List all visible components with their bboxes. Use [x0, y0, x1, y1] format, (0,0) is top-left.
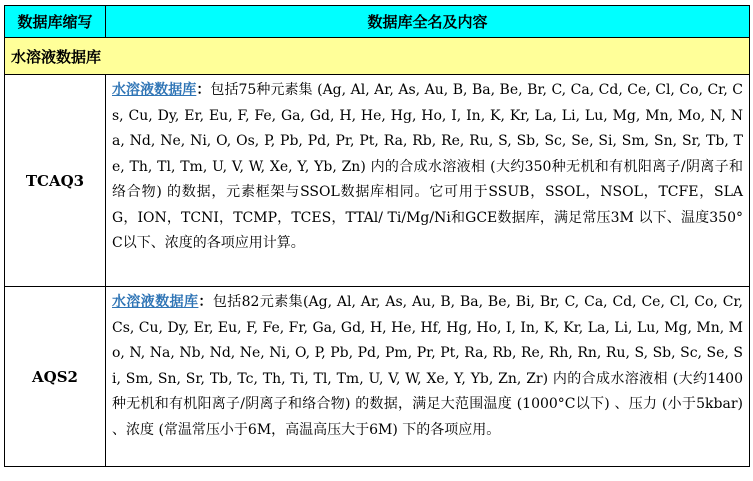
database-table-container: [4, 5, 749, 467]
row-description: [106, 75, 750, 287]
table-row: [5, 75, 750, 287]
row-text: 包括82元素集(Ag, Al, Ar, As, Au, B, Ba, Be, Bi, Br, C, Ca, Cd, Ce, Cl, Co, Cr, Cs, Cu, Dy, Er, Eu, F, Fe, Fr, Ga, Gd, H, He, Hf, Hg, Ho, I, In, K, Kr, La, Li, Lu, Mg, Mn, Mo, N, Na, Nb, Nd, Ne, Ni, O, P, Pb, Pd, Pm, Pr, Pt, Ra, Rb, Re, Rh, Rn, Ru, S, Sb, Sc, Se, Si, Sm, Sn, Sr, Tb, Tc, Th, Ti, Tl, Tm, U, V, W, Xe, Y, Yb, Zn, Zr) 内的合成水溶液相 (大约1400种无机和有机阳离子/阴离子和络合物) 的数据，满足大范围温度 (1000°C以下) 、压力 (小于5kbar) 、浓度 (常温常压小于6M，高温高压大于6M) 下的各项应用。: [112, 294, 744, 438]
row-abbr: AQS2: [5, 287, 106, 467]
row-abbr: TCAQ3: [5, 75, 106, 287]
header-abbr: 数据库缩写: [5, 6, 106, 38]
row-description: [106, 287, 750, 467]
db-name-colon: ：: [196, 82, 211, 98]
header-content: 数据库全名及内容: [106, 6, 750, 38]
db-name-link[interactable]: 水溶液数据库: [112, 82, 197, 98]
database-table: [4, 5, 750, 467]
row-text: 包括75种元素集 (Ag, Al, Ar, As, Au, B, Ba, Be, Br, C, Ca, Cd, Ce, Cl, Co, Cr, Cs, Cu, Dy, Er, Eu, F, Fe, Ga, Gd, H, He, Hg, Ho, I, In, K, Kr, La, Li, Lu, Mg, Mn, Mo, N, Na, Nd, Ne, Ni, O, Os, P, Pb, Pd, Pr, Pt, Ra, Rb, Re, Ru, S, Sb, Sc, Se, Si, Sm, Sn, Sr, Tb, Te, Th, Tl, Tm, U, V, W, Xe, Y, Yb, Zn) 内的合成水溶液相 (大约350种无机和有机阳离子/阴离子和络合物) 的数据，元素框架与SSOL数据库相同。它可用于SSUB，SSOL，NSOL，TCFE，SLAG，ION，TCNI，TCMP，TCES，TTAl/ Ti/Mg/Ni和GCE数据库，满足常压3M 以下、温度350°C以下、浓度的各项应用计算。: [112, 82, 744, 251]
db-name-colon: ：: [198, 294, 213, 310]
header-row: [5, 6, 750, 38]
section-title: 水溶液数据库: [5, 38, 750, 75]
db-name-link[interactable]: 水溶液数据库: [112, 294, 199, 310]
table-row: [5, 287, 750, 467]
section-row: [5, 38, 750, 75]
